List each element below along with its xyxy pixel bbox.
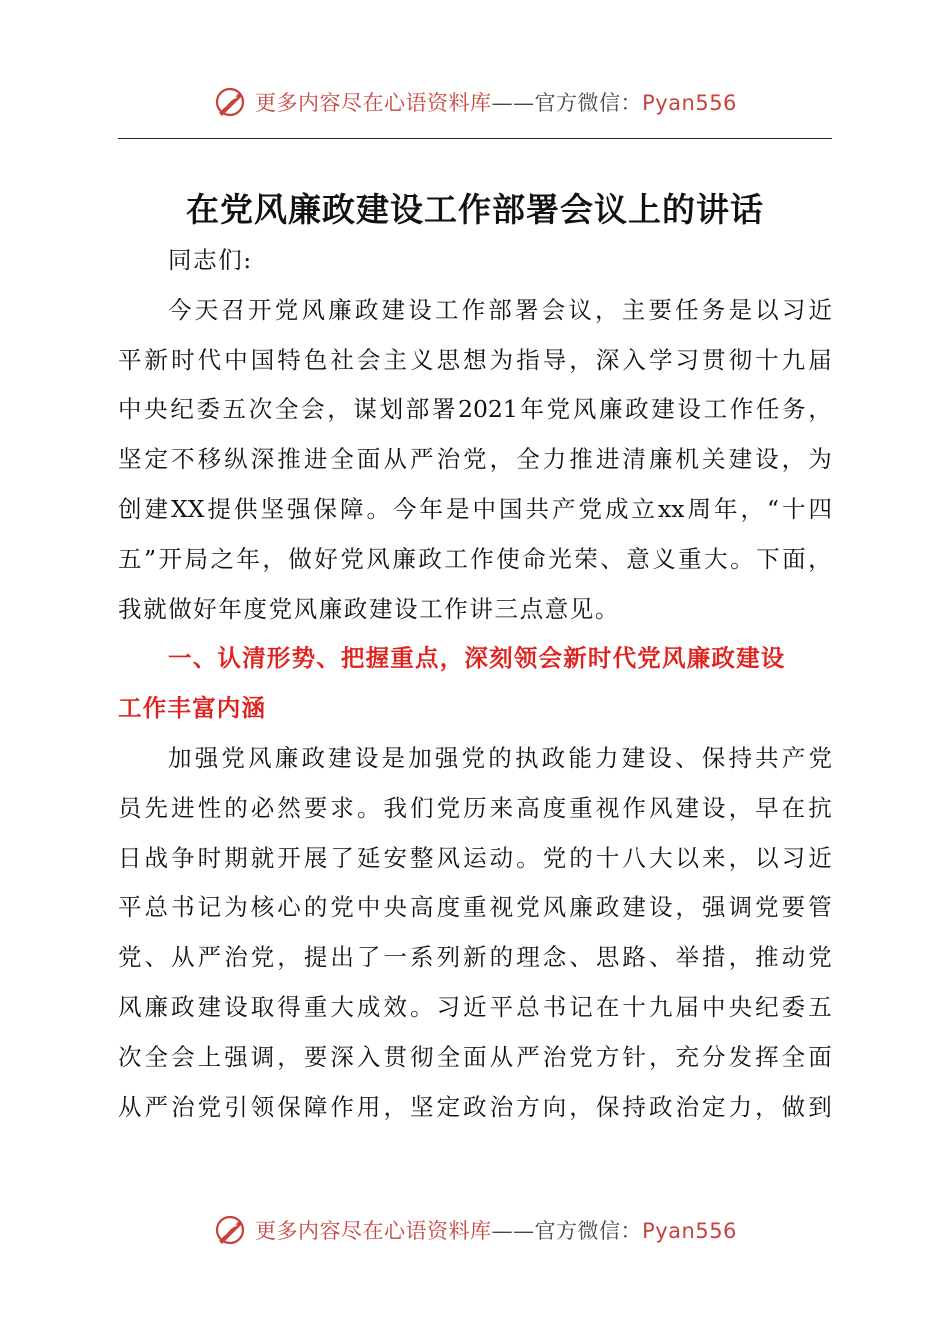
paragraph-line: 从 严 治 党 引 领 保 障 作 用 ， 坚 定 政 治 方 向 ， 保 持 政 治 定 力 ， 做 到	[118, 1092, 832, 1121]
section-heading: 工作丰富内涵	[118, 694, 267, 723]
paragraph-line: 今 天 召 开 党 风 廉 政 建 设 工 作 部 署 会 议 ， 主 要 任 务 是 以 习 近	[168, 295, 832, 324]
document-body	[118, 236, 832, 1132]
header-divider	[118, 138, 832, 139]
pen-circle-logo-icon	[213, 1213, 247, 1247]
paragraph-line: 坚 定 不 移 纵 深 推 进 全 面 从 严 治 党 ， 全 力 推 进 清 廉 机 关 建 设 ， 为	[118, 445, 832, 474]
salutation: 同志们:	[168, 246, 253, 274]
paragraph-line: 五 ” 开 局 之 年 ， 做 好 党 风 廉 政 工 作 使 命 光 荣 、 意 义 重 大 。 下 面 ，	[118, 544, 832, 573]
paragraph-line: 中 央 纪 委 五 次 全 会 ， 谋 划 部 署 2021 年 党 风 廉 政 建 设 工 作 任 务 ，	[118, 395, 832, 424]
paragraph-line: 次 全 会 上 强 调 ， 要 深 入 贯 彻 全 面 从 严 治 党 方 针 ， 充 分 发 挥 全 面	[118, 1042, 832, 1071]
footer-banner-text: 更多内容尽在心语资料库——官方微信：Pyan556	[255, 1219, 737, 1243]
paragraph-line: 党 、 从 严 治 党 ， 提 出 了 一 系 列 新 的 理 念 、 思 路 、 举 措 ， 推 动 党	[118, 943, 832, 972]
footer-banner	[0, 1210, 950, 1250]
paragraph-line: 日 战 争 时 期 就 开 展 了 延 安 整 风 运 动 。 党 的 十 八 大 以 来 ， 以 习 近	[118, 843, 832, 872]
header-banner-text: 更多内容尽在心语资料库——官方微信：Pyan556	[255, 91, 737, 115]
paragraph-line: 加 强 党 风 廉 政 建 设 是 加 强 党 的 执 政 能 力 建 设 、 保 持 共 产 党	[168, 743, 832, 772]
section-heading: 一、认清形势、把握重点，深刻领会新时代党风廉政建设	[168, 644, 786, 673]
paragraph-line: 风 廉 政 建 设 取 得 重 大 成 效 。 习 近 平 总 书 记 在 十 九 届 中 央 纪 委 五	[118, 992, 832, 1021]
header-banner	[0, 82, 950, 122]
pen-circle-logo-icon	[213, 85, 247, 119]
paragraph-line: 员 先 进 性 的 必 然 要 求 。 我 们 党 历 来 高 度 重 视 作 风 建 设 ， 早 在 抗	[118, 793, 832, 822]
paragraph-line: 创 建 XX 提 供 坚 强 保 障 。 今 年 是 中 国 共 产 党 成 立 xx 周 年 ， “ 十 四	[118, 494, 832, 523]
paragraph-line: 我就做好年度党风廉政建设工作讲三点意见。	[118, 594, 620, 623]
paragraph-line: 平 总 书 记 为 核 心 的 党 中 央 高 度 重 视 党 风 廉 政 建 设 ， 强 调 党 要 管	[118, 893, 832, 922]
document-title: 在党风廉政建设工作部署会议上的讲话	[186, 190, 764, 229]
paragraph-line: 平 新 时 代 中 国 特 色 社 会 主 义 思 想 为 指 导 ， 深 入 学 习 贯 彻 十 九 届	[118, 345, 832, 374]
